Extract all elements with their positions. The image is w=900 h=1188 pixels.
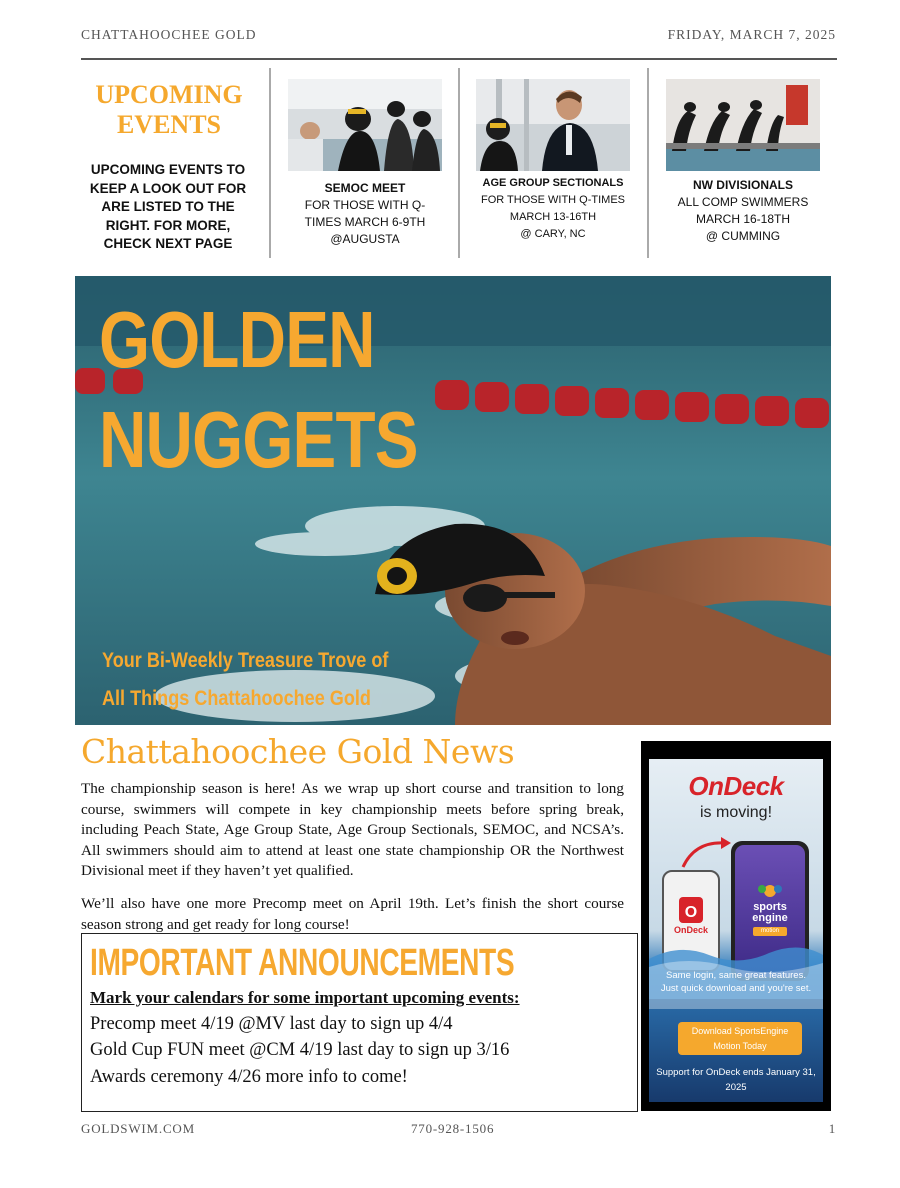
motion-badge: motion xyxy=(760,928,779,934)
event-line: FOR THOSE WITH Q-TIMES xyxy=(480,194,625,206)
events-intro: UPCOMING EVENTS TO KEEP A LOOK OUT FOR ARE LISTED TO THE RIGHT. FOR MORE, CHECK NEXT PAGE xyxy=(89,162,247,251)
event-title: NW DIVISIONALS xyxy=(692,178,793,192)
news-paragraph: We’ll also have one more Precomp meet on April 19th. Let’s finish the short course season strong and get ready for long course! xyxy=(81,895,624,933)
download-button-line: Motion Today xyxy=(713,1041,767,1051)
page-number: 1 xyxy=(828,1121,836,1136)
announcements-box xyxy=(81,933,638,1112)
event-title: AGE GROUP SECTIONALS xyxy=(482,177,624,189)
sportsengine-word: sports xyxy=(753,901,787,913)
column-divider xyxy=(269,68,271,258)
news-paragraph: The championship season is here! As we wrap up short course and transition to long course, swimmers will compete in key championship meets before spring break, including Peach State, Age Group State, Age Group Sectionals, SEMOC, and NCSA’s. All swimmers should aim to attend at least one state championship OR the Northwest Divisional meet if they haven’t yet qualified. xyxy=(81,780,624,879)
ad-panel xyxy=(649,759,823,1102)
left-phone-label: OnDeck xyxy=(673,925,708,935)
svg-text:O: O xyxy=(684,904,698,921)
event-semoc xyxy=(288,180,442,248)
column-divider xyxy=(458,68,460,258)
download-button-line: Download SportsEngine xyxy=(691,1026,789,1036)
event-line: ALL COMP SWIMMERS xyxy=(677,195,809,209)
ad-headline: is moving! xyxy=(699,804,773,821)
footer-phone: 770-928-1506 xyxy=(411,1121,495,1136)
ad-footer xyxy=(649,1065,823,1095)
event-line: @AUGUSTA xyxy=(330,232,400,246)
announcement-item: Precomp meet 4/19 @MV last day to sign up 4/4 xyxy=(90,1014,453,1034)
publication-name: CHATTAHOOCHEE GOLD xyxy=(81,27,257,42)
ad-footer-line: Support for OnDeck ends January 31, xyxy=(656,1067,816,1078)
ondeck-ad[interactable] xyxy=(641,741,831,1111)
event-line: FOR THOSE WITH Q- xyxy=(304,198,426,212)
column-divider xyxy=(647,68,649,258)
ondeck-logo: OnDeck xyxy=(688,771,784,801)
right-phone-label xyxy=(735,902,805,924)
event-line: @ CUMMING xyxy=(705,229,781,243)
event-line: @ CARY, NC xyxy=(520,228,586,240)
hero-banner xyxy=(75,276,831,725)
events-title: UPCOMING EVENTS xyxy=(95,80,243,139)
event-line: MARCH 16-18TH xyxy=(695,212,791,226)
sportsengine-word: engine xyxy=(752,912,788,924)
announcement-item: Gold Cup FUN meet @CM 4/19 last day to sign up 3/16 xyxy=(90,1040,510,1060)
news-heading: Chattahoochee Gold News xyxy=(81,732,515,771)
semoc-photo xyxy=(288,79,442,171)
event-line: TIMES MARCH 6-9TH xyxy=(304,215,426,229)
ad-fine-print: Same login, same great features. Just quick download and you're set. xyxy=(660,970,812,994)
event-line: MARCH 13-16TH xyxy=(509,211,597,223)
event-title: SEMOC MEET xyxy=(324,181,406,195)
announcements-subtitle: Mark your calendars for some important upcoming events: xyxy=(90,988,520,1007)
masthead-line: NUGGETS xyxy=(99,395,418,484)
event-divisionals xyxy=(660,177,826,245)
sectionals-photo xyxy=(476,79,630,171)
header-rule xyxy=(81,58,837,60)
issue-date: FRIDAY, MARCH 7, 2025 xyxy=(667,27,836,42)
download-button[interactable] xyxy=(678,1022,802,1055)
footer-website[interactable]: GOLDSWIM.COM xyxy=(81,1121,195,1136)
tagline-line: Your Bi-Weekly Treasure Trove of xyxy=(102,649,389,672)
masthead-title xyxy=(99,290,418,490)
ad-footer-line: 2025 xyxy=(725,1082,747,1093)
tagline-line: All Things Chattahoochee Gold xyxy=(102,687,371,710)
masthead-tagline xyxy=(102,642,388,718)
divisionals-photo xyxy=(666,79,820,171)
announcement-item: Awards ceremony 4/26 more info to come! xyxy=(90,1067,408,1087)
event-sectionals xyxy=(470,175,636,243)
masthead-line: GOLDEN xyxy=(99,295,375,384)
announcements-title: IMPORTANT ANNOUNCEMENTS xyxy=(90,942,515,984)
